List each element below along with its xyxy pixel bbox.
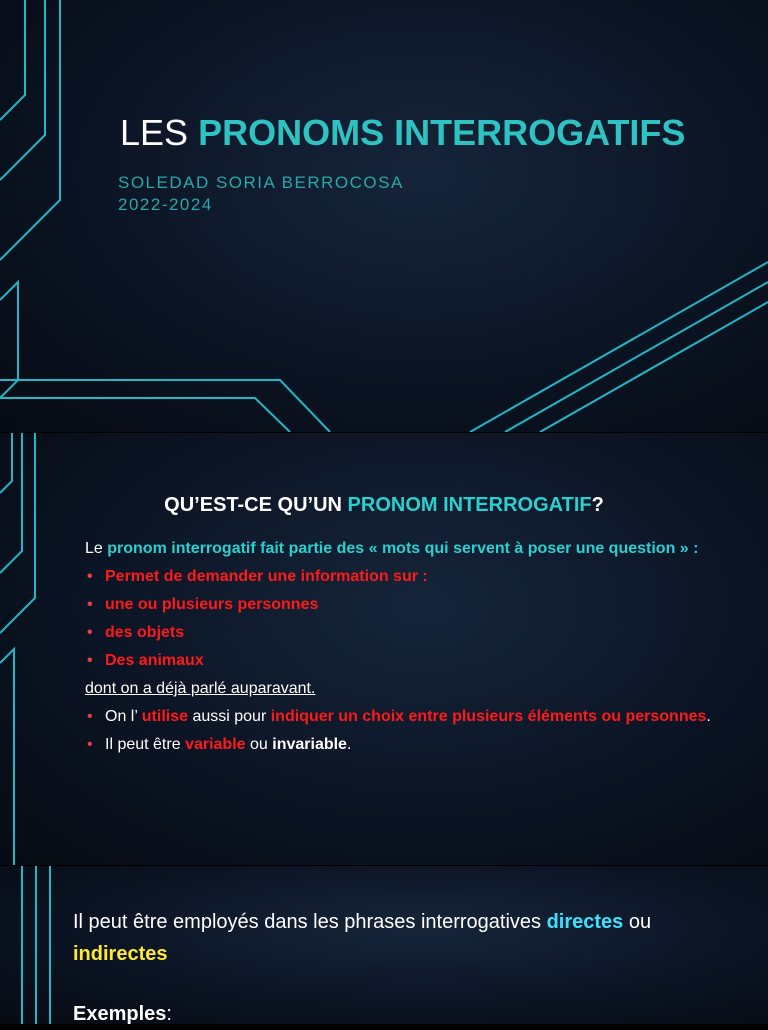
b5-b: utilise [141,708,188,725]
b6-e: . [346,736,352,753]
b6-d: invariable [272,736,347,753]
indirectes-word: indirectes [73,943,168,965]
presentation-title [120,112,685,154]
slide-2-title-suffix: ? [591,494,604,516]
examples-label: Exemples [73,1003,167,1025]
b5-d: indiquer un choix entre plusieurs éléments ou personnes [270,708,707,725]
slide-3-paragraph [73,906,743,970]
bullet-item: • une ou plusieurs personnes [85,596,725,614]
bullet-item: • Des animaux [85,652,725,670]
author-name: SOLEDAD SORIA BERROCOSA [118,173,404,192]
slide-2-title [0,494,768,517]
intro-paragraph [85,540,725,558]
intro-le: Le [85,540,103,557]
title-accent: PRONOMS INTERROGATIFS [198,112,686,153]
slide-3-body [73,906,743,1030]
ou-word: ou [628,911,652,933]
slide-1 [0,0,768,432]
b5-e: . [706,708,711,725]
examples-colon: : [166,1003,172,1025]
circuit-lines-decoration [0,0,768,432]
years: 2022-2024 [118,195,213,214]
b6-a: Il peut être [105,736,181,753]
slide-2-title-accent: PRONOM INTERROGATIF [347,494,592,516]
bullet-item: • des objets [85,624,725,642]
bullet-item: • Permet de demander une information sur : [85,568,725,586]
b6-b: variable [185,736,246,753]
underlined-note: dont on a déjà parlé auparavant. [85,680,316,697]
slide-3-line1: Il peut être employés dans les phrases interrogatives [73,911,542,933]
slide-2-body [85,540,725,754]
b5-c: aussi pour [192,708,267,725]
bullet-item-variable [85,736,725,754]
b5-a: On l’ [105,708,138,725]
slide-2-title-prefix: QU’EST-CE QU’UN [164,494,342,516]
examples-heading [73,998,743,1030]
title-prefix: LES [120,112,189,153]
directes-word: directes [546,911,624,933]
b6-c: ou [250,736,268,753]
subtitle [118,172,404,216]
intro-definition: pronom interrogatif fait partie des « mots qui servent à poser une question » : [107,540,699,557]
bullet-item-choice [85,708,725,726]
